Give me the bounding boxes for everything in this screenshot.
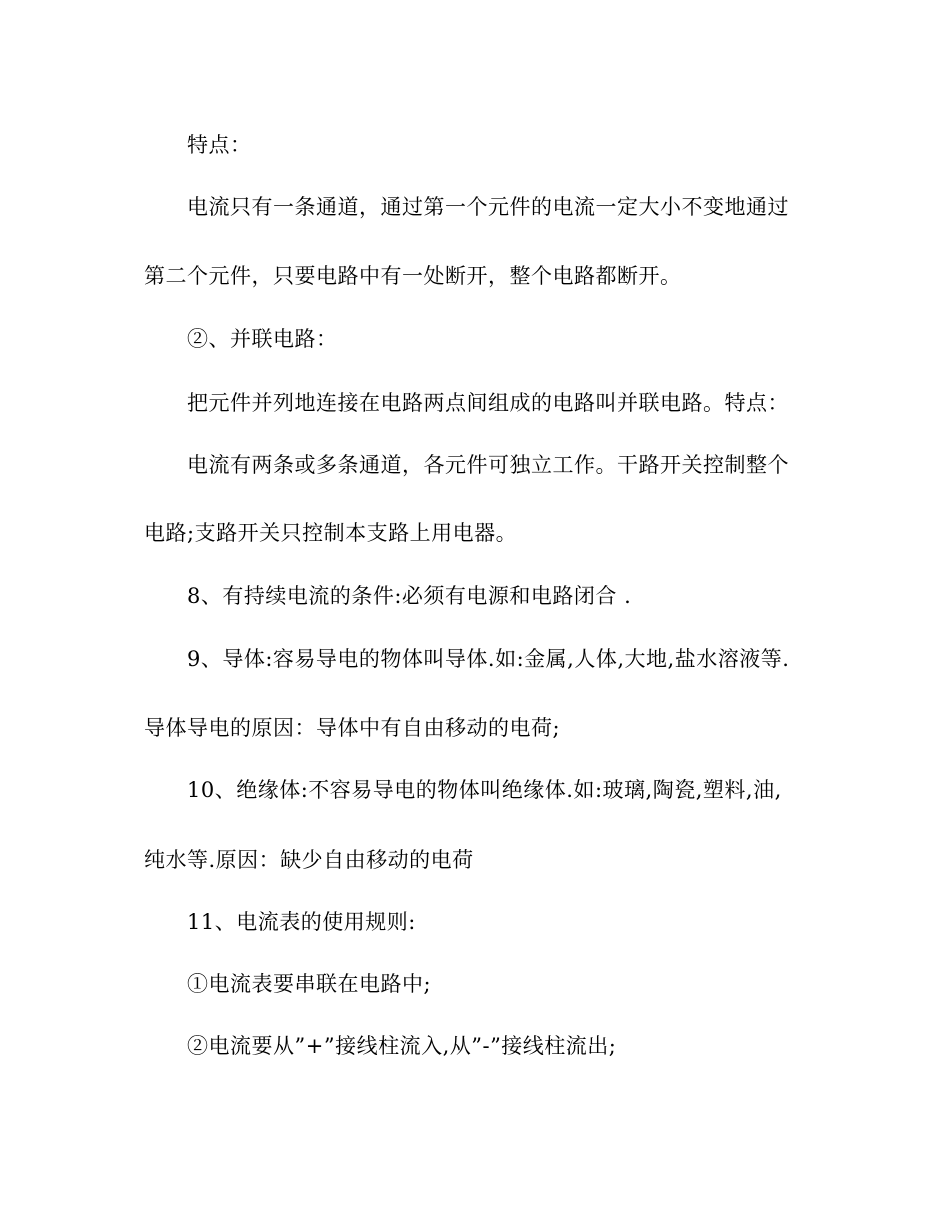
- text-line-parallel-definition: 把元件并列地连接在电路两点间组成的电路叫并联电路。特点：: [187, 391, 789, 415]
- text-line-parallel-heading: ②、并联电路：: [187, 327, 338, 351]
- text-line-ammeter-rule-2: ②电流要从”+”接线柱流入,从”-”接线柱流出;: [187, 1034, 617, 1058]
- text-line-parallel-current-1: 电流有两条或多条通道，各元件可独立工作。干路开关控制整个: [187, 453, 789, 477]
- text-line-parallel-current-2: 电路;支路开关只控制本支路上用电器。: [144, 521, 518, 545]
- text-line-conductor-reason: 导体导电的原因：导体中有自由移动的电荷;: [144, 716, 561, 740]
- text-line-item-11-ammeter: 11、电流表的使用规则:: [187, 910, 416, 934]
- text-line-ammeter-rule-1: ①电流表要串联在电路中;: [187, 972, 432, 996]
- text-line-features-heading: 特点：: [187, 133, 252, 157]
- text-line-item-10-insulator: 10、绝缘体:不容易导电的物体叫绝缘体.如:玻璃,陶瓷,塑料,油,: [187, 778, 782, 802]
- text-line-item-9-conductor: 9、导体:容易导电的物体叫导体.如:金属,人体,大地,盐水溶液等.: [187, 647, 790, 671]
- text-line-item-8: 8、有持续电流的条件:必须有电源和电路闭合 .: [187, 584, 632, 608]
- text-line-insulator-reason: 纯水等.原因：缺少自由移动的电荷: [144, 848, 474, 872]
- text-line-series-current-1: 电流只有一条通道，通过第一个元件的电流一定大小不变地通过: [187, 195, 789, 219]
- text-line-series-current-2: 第二个元件，只要电路中有一处断开，整个电路都断开。: [144, 264, 682, 288]
